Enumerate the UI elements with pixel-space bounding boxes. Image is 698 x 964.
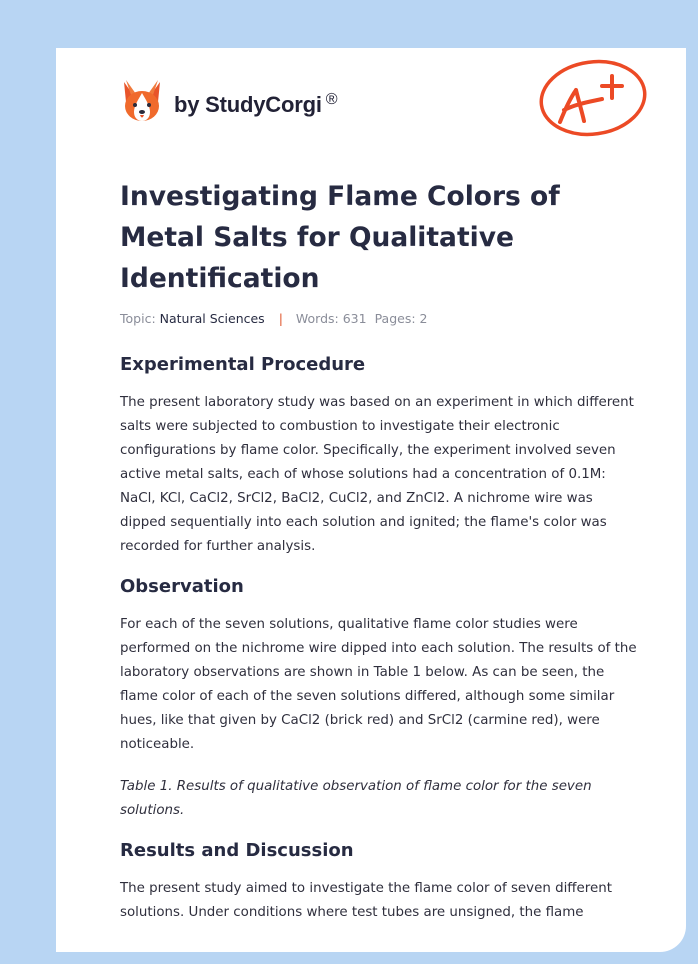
page-count: Pages: 2 (374, 311, 428, 326)
section-heading-procedure: Experimental Procedure (120, 354, 366, 375)
meta-separator: | (278, 311, 283, 326)
section-text-procedure: The present laboratory study was based on an experiment in which different salts were subjected to combustion to investigate their electronic configurations by flame color. Specifically, the experiment involved seven active metal salts, each of whose solutions had a concentration of 0.1M: NaCl, KCl, CaCl2, SrCl2, BaCl2, CuCl2, and ZnCl2. A nichrome wire was dipped sequentially into each solution and ignited; the flame's color was recorded for further analysis. (120, 395, 634, 554)
section-heading-results: Results and Discussion (120, 840, 354, 861)
topic-link[interactable]: Natural Sciences (159, 311, 265, 326)
word-count: Words: 631 (295, 311, 367, 326)
brand-name: by StudyCorgi ® (174, 91, 338, 117)
document-page (56, 48, 686, 952)
section-heading-observation: Observation (120, 576, 244, 597)
section-text-observation: For each of the seven solutions, qualitative flame color studies were performed on the nichrome wire dipped into each solution. The results of the laboratory observations are shown in Table 1 below. As can be seen, the flame color of each of the seven solutions differed, although some similar hues, like that given by CaCl2 (brick red) and SrCl2 (carmine red), were noticeable. (120, 617, 637, 752)
registered-mark: ® (325, 91, 338, 108)
studycorgi-logo[interactable] (120, 74, 380, 126)
topic-label: Topic: (120, 311, 156, 326)
section-text-results: The present study aimed to investigate the flame color of seven different solutions. Under conditions where test tubes are unsigned, the flame (120, 881, 612, 920)
grade-badge-text: A+ (536, 58, 538, 59)
article-meta (120, 311, 427, 326)
table-caption: Table 1. Results of qualitative observation of flame color for the seven solutions. (120, 779, 592, 818)
corgi-logo-icon (120, 76, 164, 124)
page-title: Investigating Flame Colors of Metal Salts for Qualitative Identification (120, 181, 560, 294)
a-plus-grade-icon (536, 58, 650, 138)
